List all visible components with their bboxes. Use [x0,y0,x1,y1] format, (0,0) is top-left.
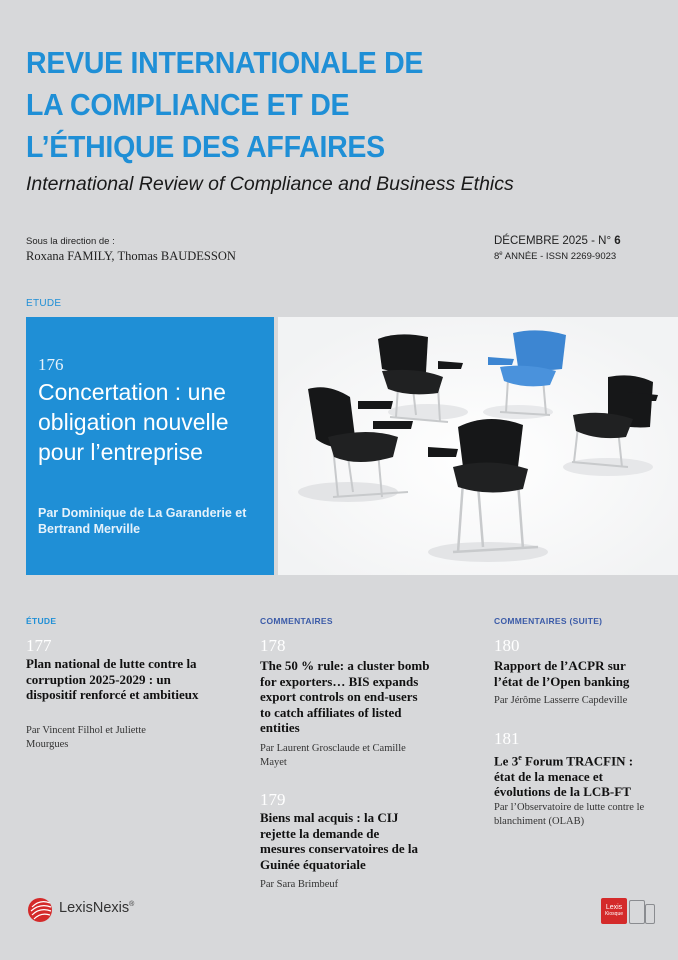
article-177-authors: Par Vincent Filhol et Juliette Mourgues [26,725,146,750]
issn-info: 8e ANNÉE - ISSN 2269-9023 [494,251,617,263]
article-181-authors: Par l’Observatoire de lutte contre le blanchiment (OLAB) [494,802,645,827]
column-1-tag: ÉTUDE [26,616,57,626]
direction-label: Sous la direction de : [26,236,115,247]
article-178-title[interactable]: The 50 % rule: a cluster bomb for exporters… BIS expands export controls on end-users to catch affiliates of listed entities [260,658,430,735]
article-180-title[interactable]: Rapport de l’ACPR sur l’état de l’Open banking [494,658,630,689]
lexisnexis-wordmark: LexisNexis® [59,900,135,916]
hero-article-title: Concertation : une obligation nouvelle pour l’entreprise [38,379,229,465]
lexisnexis-logo-icon [26,895,56,923]
title-line-1: REVUE INTERNATIONALE DE [26,45,424,80]
hero-article-number: 176 [38,355,64,374]
column-3-tag: COMMENTAIRES (SUITE) [494,616,603,626]
phone-icon [645,904,655,924]
article-179-authors: Par Sara Brimbeuf [260,879,339,890]
hero-section-tag: ETUDE [26,298,62,309]
article-181-title[interactable]: Le 3e Forum TRACFIN : état de la menace et évolutions de la LCB-FT [494,753,634,800]
article-179-title[interactable]: Biens mal acquis : la CIJ rejette la demande de mesures conservatoires de la Guinée équatoriale [260,810,419,872]
article-179-number: 179 [260,790,286,809]
subtitle: International Review of Compliance and Business Ethics [26,173,514,195]
article-177-title[interactable]: Plan national de lutte contre la corruption 2025-2029 : un dispositif renforcé et ambitieux [26,656,199,702]
column-2-tag: COMMENTAIRES [260,616,333,626]
direction-names: Roxana FAMILY, Thomas BAUDESSON [26,249,236,263]
chairs-circle-image [278,317,678,575]
lexis-kiosque-badge[interactable] [601,896,656,926]
article-178-authors: Par Laurent Grosclaude et Camille Mayet [260,743,406,768]
article-180-number: 180 [494,636,520,655]
tablet-icon [629,900,645,924]
article-180-authors: Par Jérôme Lasserre Capdeville [494,695,628,706]
article-177-number: 177 [26,636,52,655]
title-line-2: LA COMPLIANCE ET DE [26,87,350,122]
article-178-number: 178 [260,636,286,655]
title-line-3: L’ÉTHIQUE DES AFFAIRES [26,129,385,164]
kiosque-badge-icon: Lexis Kiosque [601,898,627,924]
hero-article-box[interactable] [26,317,274,575]
article-181-number: 181 [494,729,520,748]
hero-article-authors: Par Dominique de La Garanderie et Bertrand Merville [38,506,247,536]
issue-info: DÉCEMBRE 2025 - N° 6 [494,235,621,247]
